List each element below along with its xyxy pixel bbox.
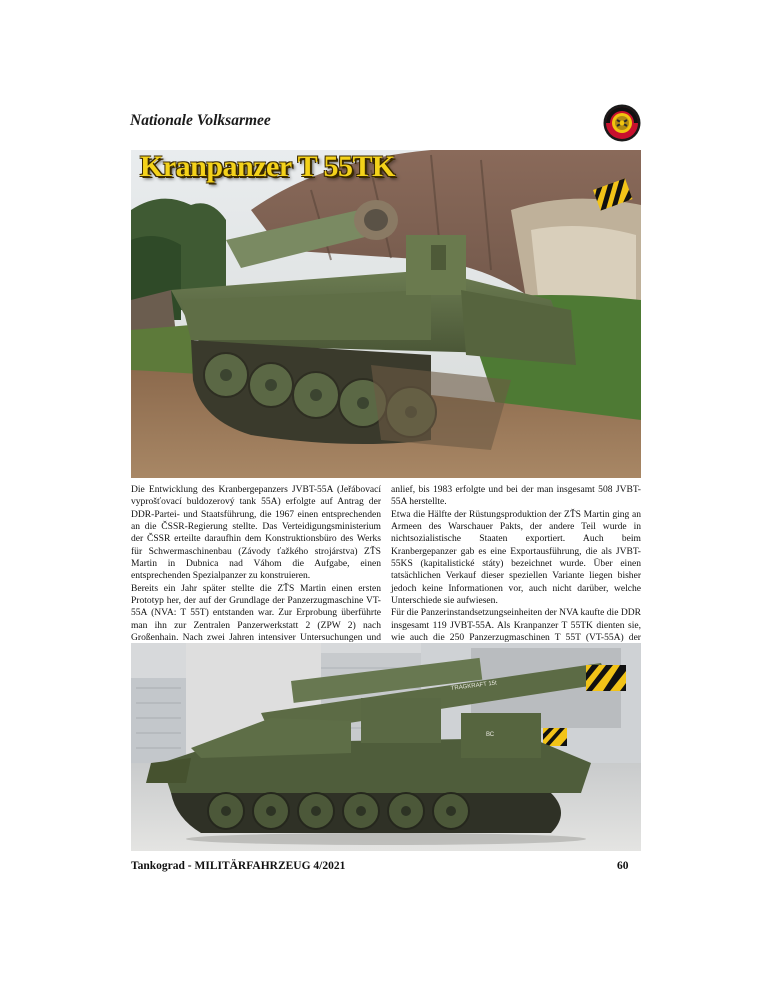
crane-tank-photo-field	[131, 150, 641, 478]
nva-roundel-icon	[603, 104, 641, 142]
hull-marking: ВС	[486, 732, 495, 738]
paragraph: Bereits ein Jahr später stellte die ZŤS Martin einen ersten Prototyp her, der auf der Grundlage der Panzerzugmaschine VT-55A (NVA: T 55T) entstanden war. Zur Erprobung überführte man ihn zur Zentralen Panzerwerkstatt 2 (ZPW 2) nach Großenhain. Nach zwei Jahren intensiver Untersuchungen und	[131, 582, 381, 644]
section-title: Nationale Volksarmee	[130, 112, 271, 129]
publication-footer: Tankograd - MILITÄRFAHRZEUG 4/2021	[131, 860, 346, 872]
paragraph: Die Entwicklung des Kranbergepanzers JVBT-55A (Jeřábovací vyprošťovací buldozerový tank 55A) erfolgte auf Antrag der DDR-Partei- und Staatsführung, die 1967 einen entsprechenden an die ČSSR-Regierung stellte. Das Verteidigungsministerium der ČSSR erteilte daraufhin dem Konstruktionsbüro des Werks für Schwermaschinenbau (Závody ťažkého strojárstva) ZŤS Martin in Dubnica nad Váhom die Aufgabe, einen entsprechenden Spezialpanzer zu konstruieren.	[131, 484, 381, 582]
paragraph: anlief, bis 1983 erfolgte und bei der man insgesamt 508 JVBT-55A herstellte.	[391, 484, 641, 508]
page-number: 60	[617, 860, 629, 872]
vehicle-marking: TRAGKRAFT 15t	[450, 680, 498, 692]
paragraph: Etwa die Hälfte der Rüstungsproduktion der ZŤS Martin ging an Armeen des Warschauer Pakts, der andere Teil wurde in nichtsozialistische Staaten exportiert. Auch beim Kranbergepanzer gab es eine Exportausführung, die als JVBT-55KS (kapitalistické státy) bezeichnet wurde. Über einen tatsächlichen Verkauf dieser speziellen Variante liegen bisher jedoch keine Informationen vor, auch nicht darüber, welche Unterschiede sie aufwiesen.	[391, 508, 641, 607]
crane-tank-photo-yard	[131, 643, 641, 851]
headline: Kranpanzer T 55TK	[140, 150, 395, 183]
paragraph: Für die Panzerinstandsetzungseinheiten der NVA kaufte die DDR insgesamt 119 JVBT-55A. Als Kranpanzer T 55TK dienten sie, wie auch die 250 Panzerzugmaschinen T 55T (VT-55A) der	[391, 607, 641, 644]
article-column-left	[131, 484, 381, 669]
